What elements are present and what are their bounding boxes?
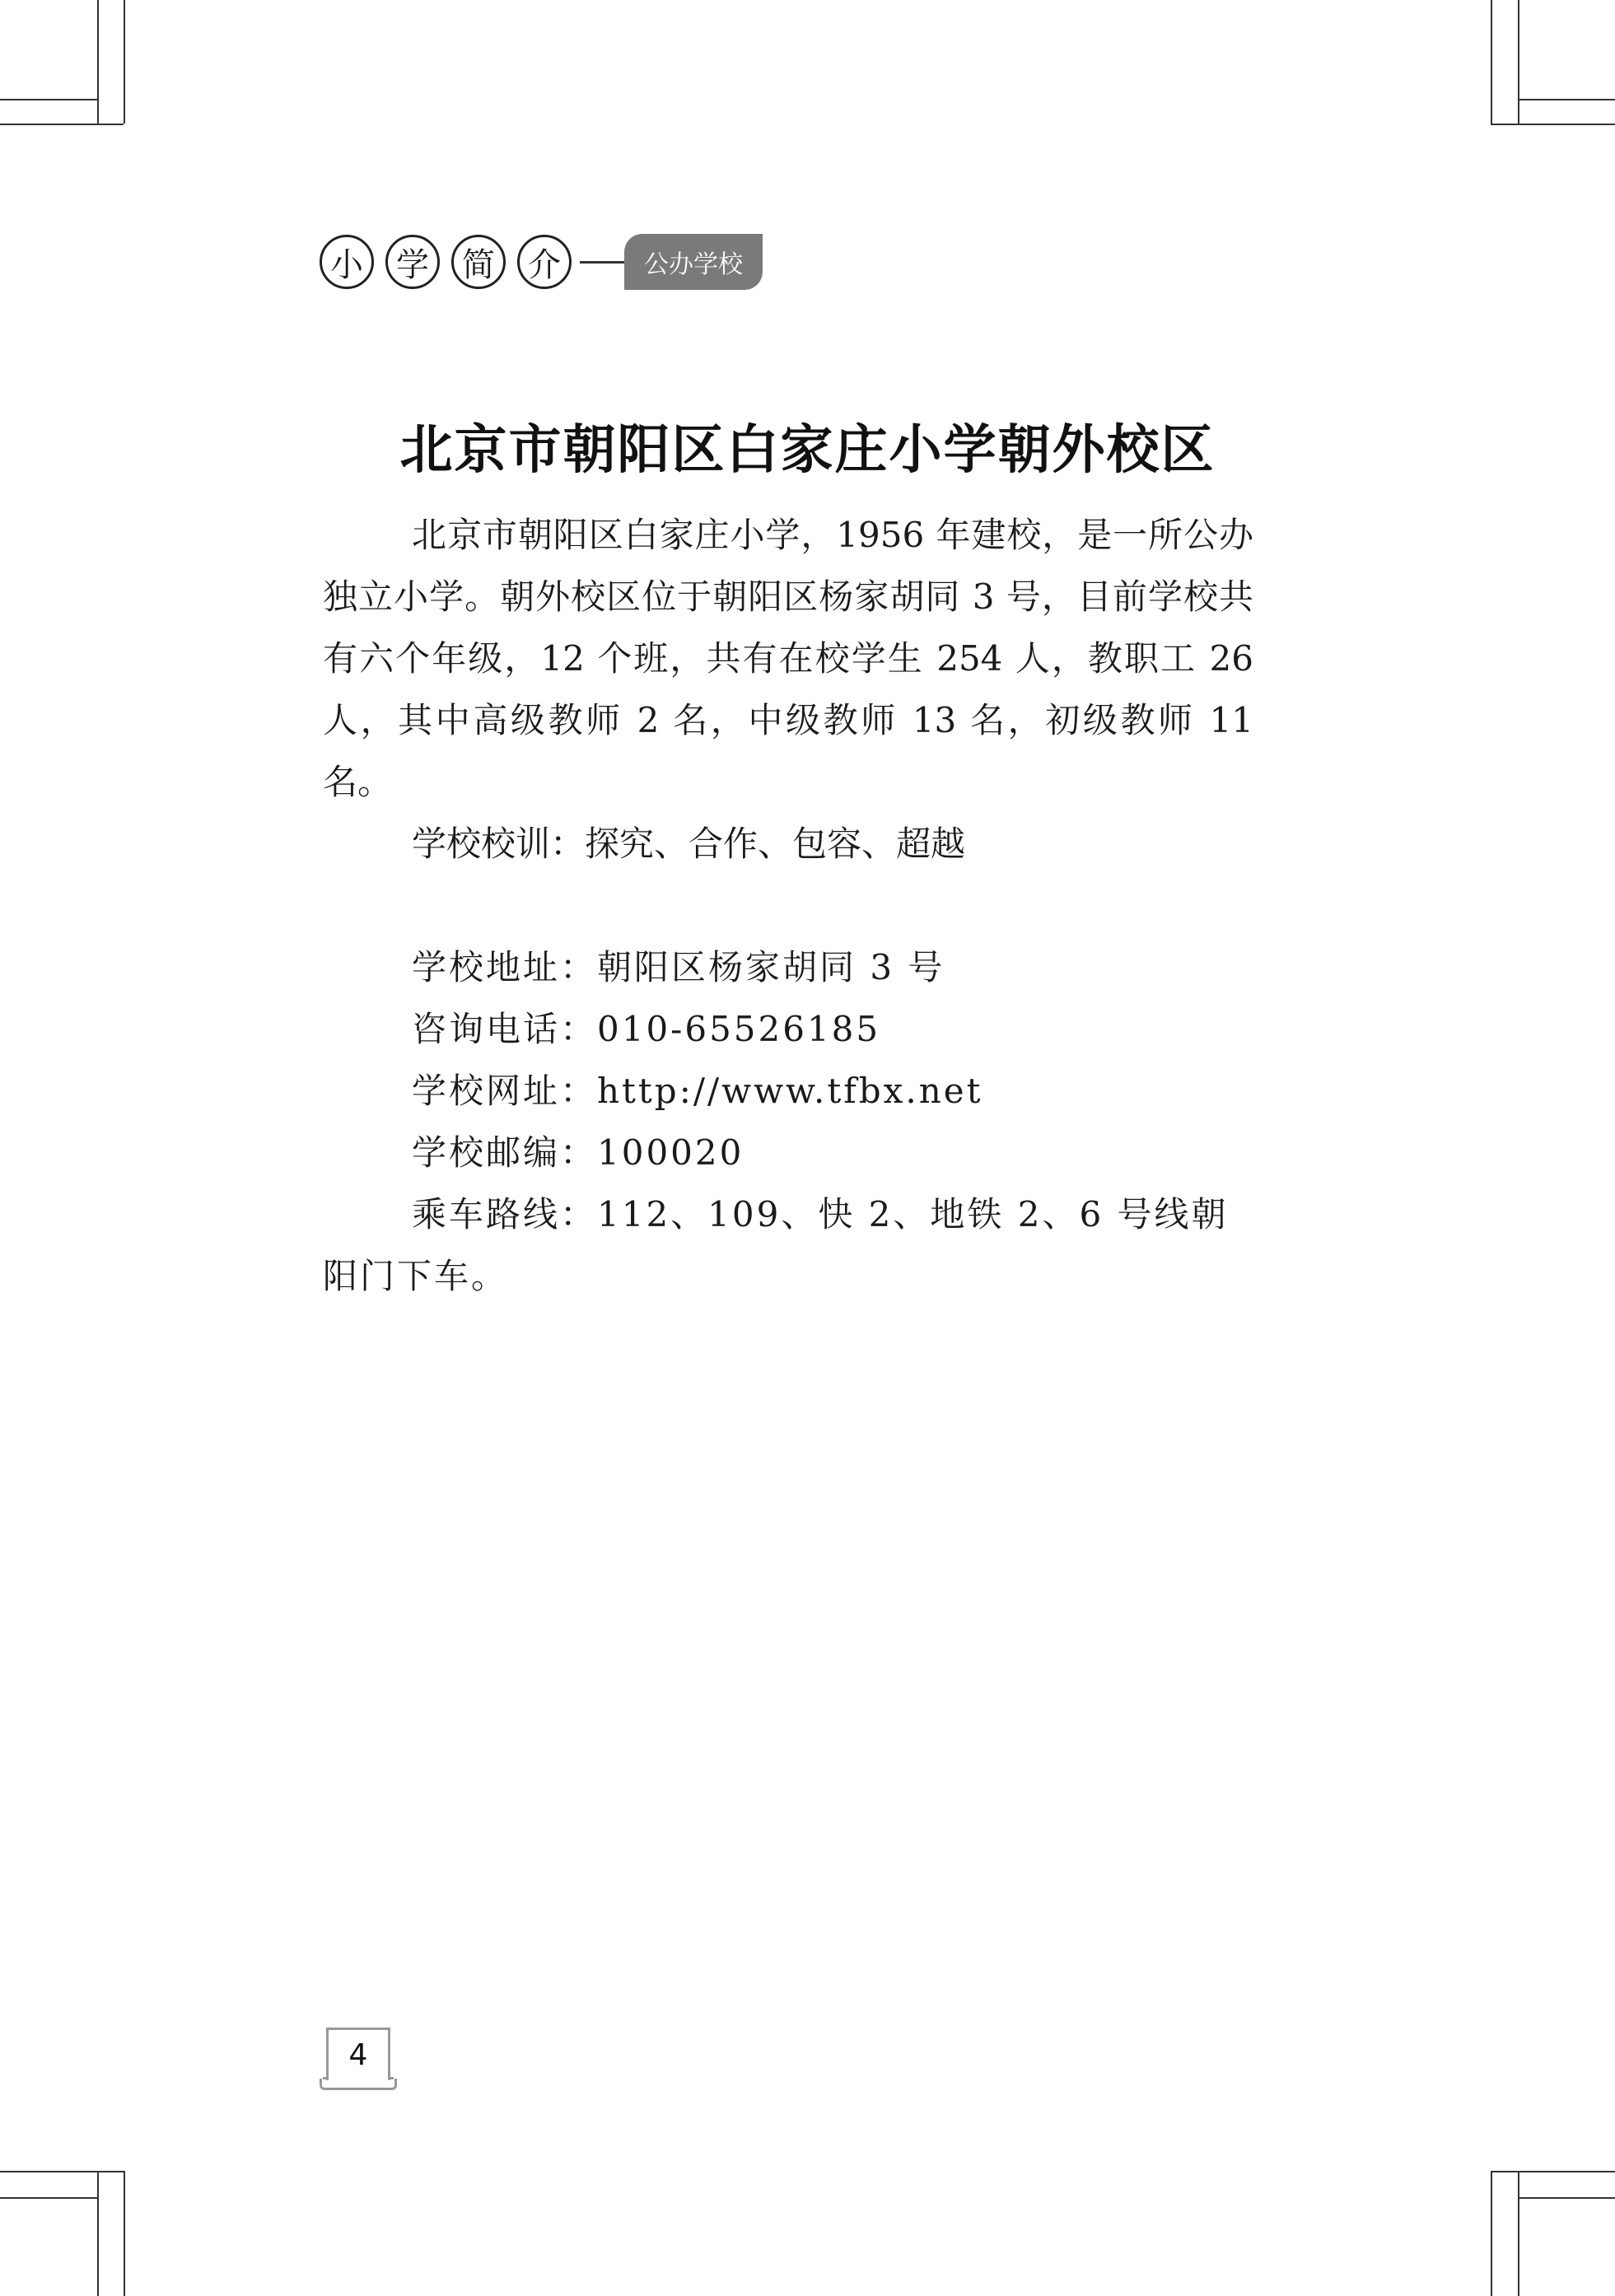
crop-mark bbox=[1518, 99, 1615, 100]
category-tag: 公办学校 bbox=[624, 234, 763, 290]
header-circle-char: 学 bbox=[385, 235, 440, 289]
crop-mark bbox=[0, 124, 124, 125]
crop-mark bbox=[1518, 2197, 1615, 2199]
motto-paragraph: 学校校训：探究、合作、包容、超越 bbox=[412, 824, 966, 864]
route-line: 乘车路线：112、109、快 2、地铁 2、6 号线朝阳门下车。 bbox=[323, 1194, 1229, 1296]
crop-mark bbox=[97, 2171, 99, 2296]
page-number: 4 bbox=[326, 2028, 390, 2080]
section-header bbox=[320, 231, 763, 293]
header-divider bbox=[580, 261, 624, 264]
crop-mark bbox=[124, 0, 125, 124]
page-title: 北京市朝阳区白家庄小学朝外校区 bbox=[399, 420, 1216, 481]
header-circle-char: 小 bbox=[320, 235, 374, 289]
page-number-badge bbox=[320, 2028, 397, 2092]
crop-mark bbox=[0, 2171, 124, 2172]
phone-line: 咨询电话：010-65526185 bbox=[412, 1009, 881, 1049]
crop-mark bbox=[1491, 0, 1492, 124]
crop-mark bbox=[124, 2171, 125, 2296]
intro-paragraph: 北京市朝阳区白家庄小学，1956 年建校，是一所公办独立小学。朝外校区位于朝阳区杨家胡同 3 号，目前学校共有六个年级，12 个班，共有在校学生 254 人，教职工 26 人，其中高级教师 2 名，中级教师 13 名，初级教师 11 名。 bbox=[323, 515, 1253, 802]
crop-mark bbox=[1491, 124, 1615, 125]
address-line: 学校地址：朝阳区杨家胡同 3 号 bbox=[412, 947, 945, 987]
crop-mark bbox=[1518, 2171, 1519, 2296]
postcode-line: 学校邮编：100020 bbox=[412, 1132, 744, 1173]
crop-mark bbox=[1518, 0, 1519, 124]
header-circle-char: 介 bbox=[517, 235, 572, 289]
crop-mark bbox=[97, 0, 99, 124]
header-circle-char: 简 bbox=[451, 235, 506, 289]
crop-mark bbox=[0, 99, 97, 100]
crop-mark bbox=[0, 2197, 97, 2199]
crop-mark bbox=[1491, 2171, 1615, 2172]
article-body bbox=[323, 504, 1253, 1307]
spacer bbox=[323, 875, 1253, 936]
website-line: 学校网址：http://www.tfbx.net bbox=[412, 1071, 983, 1111]
crop-mark bbox=[1491, 2171, 1492, 2296]
